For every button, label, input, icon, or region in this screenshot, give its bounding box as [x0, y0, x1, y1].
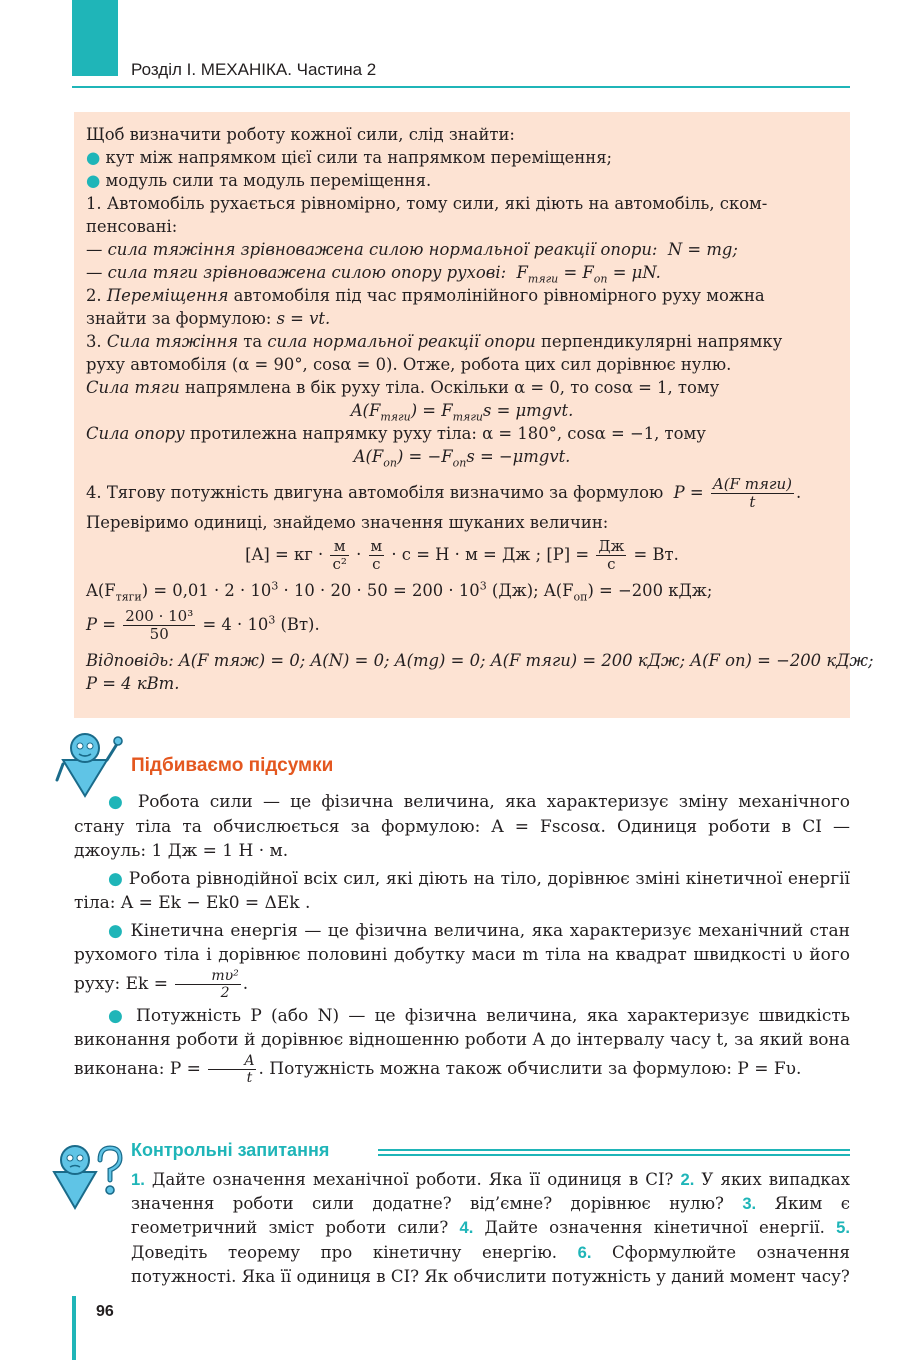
solution-line: Сила опору протилежна напрямку руху тіла: α = 180°, cosα = −1, тому — [86, 424, 706, 443]
fraction: $\frac{\text{A(F тяги)}}{t}$ — [712, 475, 792, 511]
header-accent-bar — [72, 0, 118, 76]
solution-line: Щоб визначити роботу кожної сили, слід знайти: — [86, 125, 515, 144]
section-header: Розділ І. МЕХАНІКА. Частина 2 — [131, 60, 377, 79]
solution-bullet: ● модуль сили та модуль переміщення. — [86, 171, 432, 190]
formula-line: $A(F_{тяги}) = F_{тяги}s$ = μmgvt. — [350, 401, 574, 424]
fraction: $\frac{A}{t}$ — [208, 1053, 256, 1086]
question-number: 2. — [680, 1170, 695, 1189]
bullet-icon: ● — [86, 148, 106, 167]
bullet-icon: ● — [108, 792, 138, 812]
question-number: 1. — [131, 1170, 145, 1189]
solution-line: знайти за формулою: s = vt. — [86, 309, 331, 328]
bullet-icon: ● — [86, 171, 106, 190]
questions-title: Контрольні запитання — [131, 1140, 330, 1160]
formula-line: $A(F_{оп}) = -F_{оп}s$ = −μmgvt. — [353, 447, 571, 470]
formula-line: [A] = кг · $\frac{м}{\text{с²}}$ · $\frac{м}{с}$ · с = Н · м = Дж ; [P] = $\frac{Дж}{с}$ = Вт. — [245, 537, 679, 573]
bullet-icon: ● — [108, 1005, 136, 1026]
questions-list — [131, 1168, 850, 1289]
mascot-question-icon — [48, 1140, 124, 1212]
fraction: $\frac{м}{с}$ — [370, 537, 383, 573]
question-text: Доведіть теорему про кінетичну енергію. — [131, 1242, 558, 1262]
solution-line: 1. Автомобіль рухається рівномірно, тому сили, які діють на автомобіль, ском- — [86, 194, 768, 213]
summary-title: Підбиваємо підсумки — [131, 755, 334, 776]
fraction: $\frac{\text{mυ²}}{2}$ — [175, 968, 240, 1001]
questions-title-rule — [378, 1149, 850, 1156]
question-number: 6. — [577, 1242, 592, 1262]
solution-box — [74, 112, 874, 718]
formula-line: $A(F_{тяги}) = 0,01 \cdot 2 \cdot 10^3 \cdot 10 \cdot 20 \cdot 50 = 200 \cdot 10^3$ (Дж); $A(F_{оп}) = -200$ кДж; — [86, 579, 713, 604]
solution-line: Перевіримо одиниці, знайдемо значення шуканих величин: — [86, 513, 609, 532]
page-number: 96 — [96, 1303, 114, 1320]
summary-paragraph: ● Робота рівнодійної всіх сил, які діють на тіло, дорівнює зміні кінетичної енергії тіла: A = Ek − Ek0 = ΔEk . — [74, 868, 850, 913]
summary-section — [74, 790, 850, 1089]
answer-line: P = 4 кВт. — [86, 674, 180, 693]
question-text: Сформулюйте означення потужності. Яка її одиниця в СІ? Як обчислити потужність у даний момент часу? — [131, 1242, 850, 1286]
solution-line: пенсовані: — [86, 217, 178, 236]
header-divider — [72, 86, 850, 88]
solution-line: руху автомобіля (α = 90°, cosα = 0). Отже, робота цих сил дорівнює нулю. — [86, 355, 732, 374]
question-text: Дайте означення кінетичної енергії. — [484, 1218, 825, 1238]
answer-line: Відповідь: A(F тяж) = 0; A(N) = 0; A(mg) = 0; A(F тяги) = 200 кДж; A(F оп) = −200 кДж; — [86, 651, 874, 670]
summary-paragraph: ● Потужність P (або N) — це фізична величина, яка характеризує швидкість виконання роботи й дорівнює відношенню роботи A до інтервалу часу t, за який вона виконана: P = $\frac{A}{t}$ . Потужність можна також обчислити за формулою: P = Fυ. — [74, 1005, 850, 1086]
question-number: 4. — [459, 1218, 474, 1238]
bullet-icon: ● — [108, 868, 129, 889]
solution-line: 4. Тягову потужність двигуна автомобіля визначимо за формулою P = $\frac{\text{A(F тяги)}}{t}$ . — [86, 475, 802, 511]
question-text: Дайте означення механічної роботи. Яка її одиниця в СІ? — [151, 1170, 674, 1189]
footer-accent-bar — [72, 1296, 76, 1360]
fraction: $\frac{м}{\text{с²}}$ — [332, 537, 347, 573]
formula-line: P = $\frac{\text{200 · 10³}}{50}$ = $4 \cdot 10^3$ (Вт). — [86, 607, 320, 643]
solution-line: — сила тяги зрівноважена силою опору руховi: $F_{тяги} = F_{оп} = \mu N$. — [86, 263, 661, 286]
solution-line: — сила тяжіння зрівноважена силою нормальної реакції опори: N = mg; — [86, 240, 738, 259]
question-number: 5. — [836, 1218, 850, 1238]
question-text: У яких випадках значення роботи сили додатне? від’ємне? дорівнює нулю? — [131, 1170, 850, 1214]
summary-paragraph: ● Кінетична енергія — це фізична величина, яка характеризує механічний стан рухомого тіла і дорівнює половині добутку маси m тіла на квадрат швидкості υ його руху: Ek = $\frac{\text{mυ²}}{2}$ . — [74, 920, 850, 1001]
summary-paragraph: ● Робота сили — це фізична величина, яка характеризує зміну механічного стану тіла та обчислюється за формулою: A = Fscosα. Одиниця роботи в СІ — джоуль: 1 Дж = 1 Н · м. — [74, 792, 850, 861]
solution-line: 3. Сила тяжіння та сила нормальної реакції опори перпендикулярні напрямку — [86, 332, 783, 351]
fraction: $\frac{\text{200 · 10³}}{50}$ — [125, 607, 194, 643]
question-number: 3. — [742, 1194, 757, 1214]
solution-line: Сила тяги напрямлена в бік руху тіла. Оскільки α = 0, то cosα = 1, тому — [86, 378, 720, 397]
bullet-icon: ● — [108, 920, 131, 941]
question-text: Яким є геометричний зміст роботи сили? — [131, 1194, 851, 1238]
fraction: $\frac{Дж}{с}$ — [598, 537, 625, 573]
solution-bullet: ● кут між напрямком цієї сили та напрямком переміщення; — [86, 148, 613, 167]
solution-line: 2. Переміщення автомобіля під час прямолінійного рівномірного руху можна — [86, 286, 765, 305]
